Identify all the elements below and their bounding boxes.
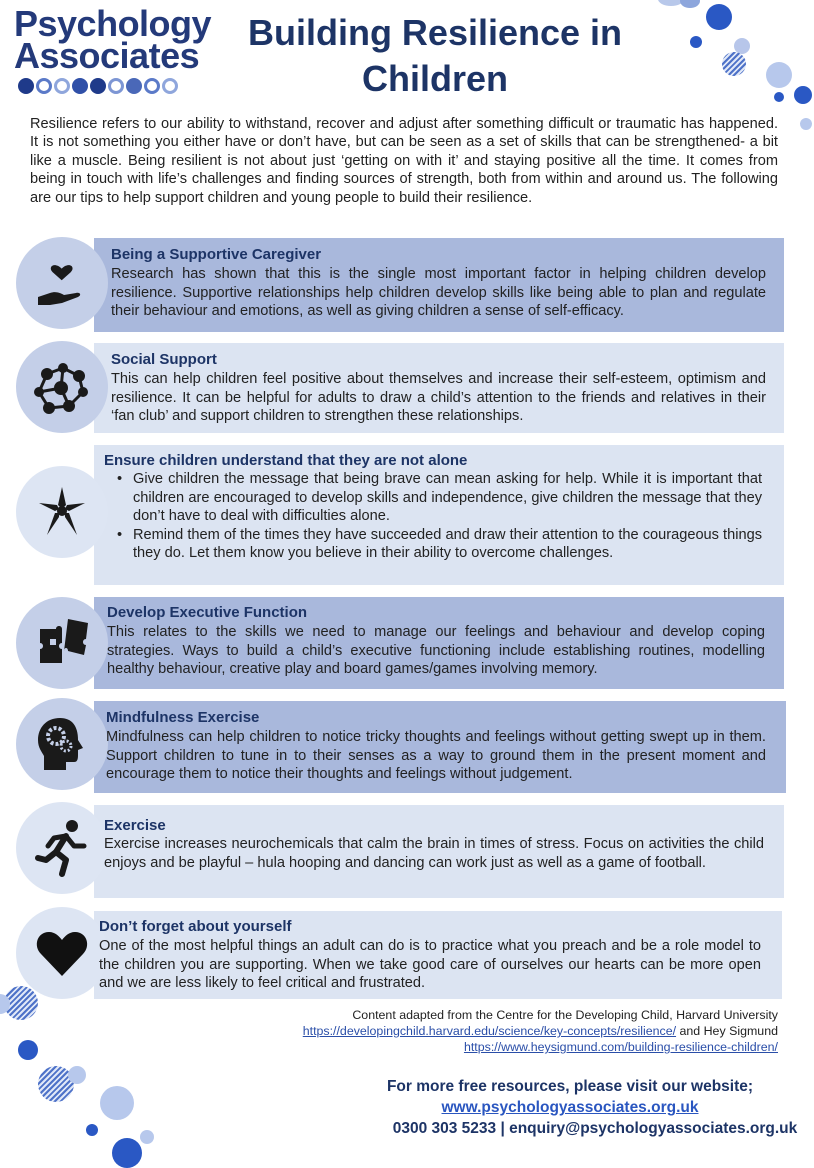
section-icon-circle	[16, 597, 108, 689]
decorative-circle	[86, 1124, 98, 1136]
section-heading: Exercise	[104, 817, 166, 834]
section-bullet-list	[105, 470, 762, 563]
page-title	[200, 10, 670, 102]
decorative-circle	[68, 1066, 86, 1084]
title-line-2: Children	[361, 58, 508, 99]
logo	[14, 3, 212, 76]
logo-dots	[18, 78, 178, 94]
website-link[interactable]: www.psychologyassociates.org.uk	[441, 1099, 699, 1116]
intro-paragraph: Resilience refers to our ability to withstand, recover and adjust after something difficult or traumatic has happened. It is not something you either have or don’t have, but can be seen as a set of skills that can be strengthened- a bit like a muscle. Being resilient is not about just ‘getting on with it’ and staying positive all the time. It comes from being in touch with life’s challenges and finding sources of strength, both from within and around us. The following are our tips to help support children and young people to build their resilience.	[30, 116, 778, 206]
section-body: One of the most helpful things an adult can do is to practice what you preach and be a role model to the children you are supporting. When we take good care of ourselves our hearts can be more open and we are less likely to feel critical and frustrated.	[99, 938, 761, 992]
puzzle-pieces-icon	[32, 613, 92, 673]
section-heading: Develop Executive Function	[107, 604, 308, 621]
section-body: Exercise increases neurochemicals that calm the brain in times of stress. Focus on activities the child enjoys and be playful – hula hooping and dancing can work just as well as a game of football.	[104, 836, 764, 871]
contact-line	[330, 1118, 810, 1139]
email-address[interactable]: enquiry@psychologyassociates.org.uk	[509, 1120, 798, 1137]
decorative-circle	[722, 52, 746, 76]
decorative-circle	[774, 92, 784, 102]
decorative-circle	[18, 1040, 38, 1060]
section-icon-circle	[16, 341, 108, 433]
section-icon-circle	[16, 698, 108, 790]
running-person-icon	[32, 818, 92, 878]
list-item: • Give children the message that being brave can mean asking for help. While it is important that children are encouraged to develop skills and independence, give children the message that they don’t have to deal with difficulties alone.	[119, 470, 762, 526]
harvard-link[interactable]: https://developingchild.harvard.edu/science/key-concepts/resilience/	[302, 1024, 677, 1038]
heart-icon	[33, 924, 91, 982]
section-body: Mindfulness can help children to notice tricky thoughts and feelings without getting swept up in them. Support children to tune in to their senses as a way to ground them in the present moment and encourage them to notice their thoughts and feelings without judgement.	[106, 729, 766, 783]
section-body: Research has shown that this is the single most important factor in helping children develop resilience. Supportive relationships help children develop skills like being able to plan and regulate their behaviour and emotions, as well as giving children a sense of self-efficacy.	[111, 266, 766, 320]
heysigmund-link[interactable]: https://www.heysigmund.com/building-resilience-children/	[463, 1040, 778, 1054]
credit-link-line	[303, 1039, 778, 1055]
section-heading: Being a Supportive Caregiver	[111, 246, 322, 263]
decorative-circle	[794, 86, 812, 104]
list-item: • Remind them of the times they have succeeded and draw their attention to the courageous things they do. Let them know you believe in their ability to overcome challenges.	[119, 526, 762, 563]
content-credit	[303, 1007, 778, 1055]
decorative-circle	[140, 1130, 154, 1144]
footer	[330, 1076, 810, 1139]
logo-line-2: Associates	[14, 35, 200, 76]
decorative-circle	[690, 36, 702, 48]
joined-hands-icon	[29, 479, 95, 545]
decorative-circle	[100, 1086, 134, 1120]
decorative-circle	[800, 118, 812, 130]
section-icon-circle	[16, 466, 108, 558]
section-icon-circle	[16, 907, 108, 999]
decorative-circle	[706, 4, 732, 30]
section-icon-circle	[16, 802, 108, 894]
section-body: This relates to the skills we need to manage our feelings and behaviour and develop coping strategies. Ways to build a child’s executive functioning include establishing routines, modelling healthy behaviour, creative play and board games/games involving memory.	[107, 624, 765, 678]
section-heading: Ensure children understand that they are not alone	[104, 452, 468, 469]
decorative-circle	[680, 0, 700, 8]
phone-number: 0300 303 5233	[392, 1120, 497, 1137]
heart-in-hand-icon	[32, 253, 92, 313]
logo-line-1: Psychology	[14, 3, 212, 44]
credit-line: Content adapted from the Centre for the Developing Child, Harvard University	[352, 1008, 778, 1022]
contact-separator: |	[496, 1120, 510, 1137]
social-network-icon	[27, 352, 97, 422]
decorative-circle	[112, 1138, 142, 1168]
section-heading: Social Support	[111, 351, 217, 368]
footer-resources-text: For more free resources, please visit our website;	[386, 1078, 754, 1095]
section-icon-circle	[16, 237, 108, 329]
section-body: This can help children feel positive about themselves and increase their self-esteem, optimism and resilience. It can be helpful for adults to draw a child’s attention to the friends and relatives in their ‘fan club’ and support children to strengthen these relationships.	[111, 371, 766, 425]
title-line-1: Building Resilience in	[247, 12, 623, 53]
credit-and-text: and Hey Sigmund	[676, 1024, 778, 1038]
section-heading: Don’t forget about yourself	[99, 918, 292, 935]
credit-links-line	[303, 1023, 778, 1039]
head-gears-icon	[30, 712, 94, 776]
section-heading: Mindfulness Exercise	[106, 709, 260, 726]
decorative-circle	[766, 62, 792, 88]
